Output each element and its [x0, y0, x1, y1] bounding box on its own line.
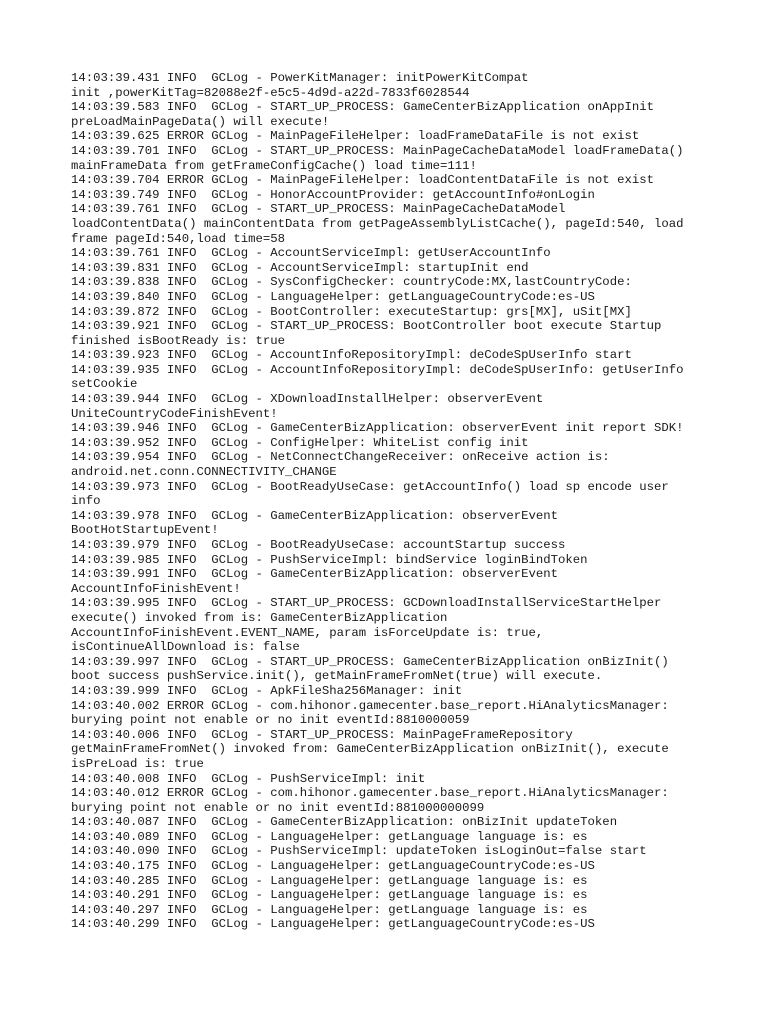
log-entry: 14:03:39.973 INFO GCLog - BootReadyUseCase: getAccountInfo() load sp encode user info: [71, 479, 669, 509]
log-entry: 14:03:40.012 ERROR GCLog - com.hihonor.gamecenter.base_report.HiAnalyticsManager: burying point not enable or no init eventId:881000000099: [71, 786, 669, 815]
log-entry: 14:03:40.089 INFO GCLog - LanguageHelper: getLanguage language is: es: [71, 829, 588, 844]
log-entry: 14:03:40.002 ERROR GCLog - com.hihonor.gamecenter.base_report.HiAnalyticsManager: burying point not enable or no init eventId:8810000059: [71, 698, 669, 728]
log-entry: 14:03:39.946 INFO GCLog - GameCenterBizApplication: observerEvent init report SDK!: [71, 421, 684, 436]
log-entry: 14:03:40.297 INFO GCLog - LanguageHelper: getLanguage language is: es: [71, 902, 588, 917]
log-entry: 14:03:39.978 INFO GCLog - GameCenterBizApplication: observerEvent BootHotStartupEvent!: [71, 508, 559, 538]
log-entry: 14:03:39.944 INFO GCLog - XDownloadInstallHelper: observerEvent UniteCountryCodeFinishEvent!: [71, 392, 544, 421]
log-entry: 14:03:39.831 INFO GCLog - AccountServiceImpl: startupInit end: [71, 260, 529, 275]
log-entry: 14:03:39.701 INFO GCLog - START_UP_PROCESS: MainPageCacheDataModel loadFrameData() mainFrameData from getFrameConfigCache() load time=111!: [71, 143, 684, 173]
log-entry: 14:03:39.935 INFO GCLog - AccountInfoRepositoryImpl: deCodeSpUserInfo: getUserInfo setCookie: [71, 362, 684, 392]
log-entry: 14:03:39.999 INFO GCLog - ApkFileSha256Manager: init: [71, 683, 463, 698]
log-entry: 14:03:39.838 INFO GCLog - SysConfigChecker: countryCode:MX,lastCountryCode:: [71, 275, 632, 290]
log-entry: 14:03:39.991 INFO GCLog - GameCenterBizApplication: observerEvent AccountInfoFinishEvent!: [71, 567, 559, 596]
log-entry: 14:03:39.952 INFO GCLog - ConfigHelper: WhiteList config init: [71, 435, 529, 450]
log-entry: 14:03:39.583 INFO GCLog - START_UP_PROCESS: GameCenterBizApplication onAppInit preLoadMainPageData() will execute!: [71, 100, 654, 129]
log-entry: 14:03:39.704 ERROR GCLog - MainPageFileHelper: loadContentDataFile is not exist: [71, 173, 654, 188]
log-entry: 14:03:40.285 INFO GCLog - LanguageHelper: getLanguage language is: es: [71, 873, 588, 888]
log-entry: 14:03:39.923 INFO GCLog - AccountInfoRepositoryImpl: deCodeSpUserInfo start: [71, 348, 632, 363]
log-entry: 14:03:40.006 INFO GCLog - START_UP_PROCESS: MainPageFrameRepository getMainFrameFromNet() invoked from: GameCenterBizApplication onBizInit(), execute isPreLoad is: true: [71, 727, 669, 771]
log-entry: 14:03:39.840 INFO GCLog - LanguageHelper: getLanguageCountryCode:es-US: [71, 289, 595, 304]
log-entry: 14:03:39.954 INFO GCLog - NetConnectChangeReceiver: onReceive action is: android.net.conn.CONNECTIVITY_CHANGE: [71, 450, 610, 480]
log-entry: 14:03:40.087 INFO GCLog - GameCenterBizApplication: onBizInit updateToken: [71, 815, 618, 830]
log-text-body: [71, 71, 701, 932]
log-entry: 14:03:40.090 INFO GCLog - PushServiceImpl: updateToken isLoginOut=false start: [71, 844, 647, 859]
log-entry: 14:03:39.625 ERROR GCLog - MainPageFileHelper: loadFrameDataFile is not exist: [71, 129, 640, 144]
log-entry: 14:03:39.431 INFO GCLog - PowerKitManager: initPowerKitCompat init ,powerKitTag=82088e2f-e5c5-4d9d-a22d-7833f6028544: [71, 71, 529, 100]
log-entry: 14:03:39.995 INFO GCLog - START_UP_PROCESS: GCDownloadInstallServiceStartHelper execute() invoked from is: GameCenterBizApplication AccountInfoFinishEvent.EVENT_NAME, param isForceUpdate is: true, isContinueAllDownload is: false: [71, 596, 662, 655]
log-entry: 14:03:40.299 INFO GCLog - LanguageHelper: getLanguageCountryCode:es-US: [71, 917, 595, 932]
log-entry: 14:03:39.749 INFO GCLog - HonorAccountProvider: getAccountInfo#onLogin: [71, 187, 595, 202]
log-entry: 14:03:39.761 INFO GCLog - START_UP_PROCESS: MainPageCacheDataModel loadContentData() mainContentData from getPageAssemblyListCache(), pageId:540, load frame pageId:540,load time=58: [71, 202, 684, 246]
log-entry: 14:03:40.008 INFO GCLog - PushServiceImpl: init: [71, 771, 426, 786]
log-entry: 14:03:39.761 INFO GCLog - AccountServiceImpl: getUserAccountInfo: [71, 246, 551, 261]
log-entry: 14:03:39.921 INFO GCLog - START_UP_PROCESS: BootController boot execute Startup finished isBootReady is: true: [71, 319, 662, 348]
log-entry: 14:03:39.985 INFO GCLog - PushServiceImpl: bindService loginBindToken: [71, 552, 588, 567]
log-entry: 14:03:40.291 INFO GCLog - LanguageHelper: getLanguage language is: es: [71, 888, 588, 903]
log-entry: 14:03:39.979 INFO GCLog - BootReadyUseCase: accountStartup success: [71, 538, 566, 552]
log-entry: 14:03:40.175 INFO GCLog - LanguageHelper: getLanguageCountryCode:es-US: [71, 859, 595, 874]
log-entry: 14:03:39.872 INFO GCLog - BootController: executeStartup: grs[MX], uSit[MX]: [71, 304, 632, 319]
log-entry: 14:03:39.997 INFO GCLog - START_UP_PROCESS: GameCenterBizApplication onBizInit() boot success pushService.init(), getMainFrameFromNet(true) will execute.: [71, 654, 669, 684]
